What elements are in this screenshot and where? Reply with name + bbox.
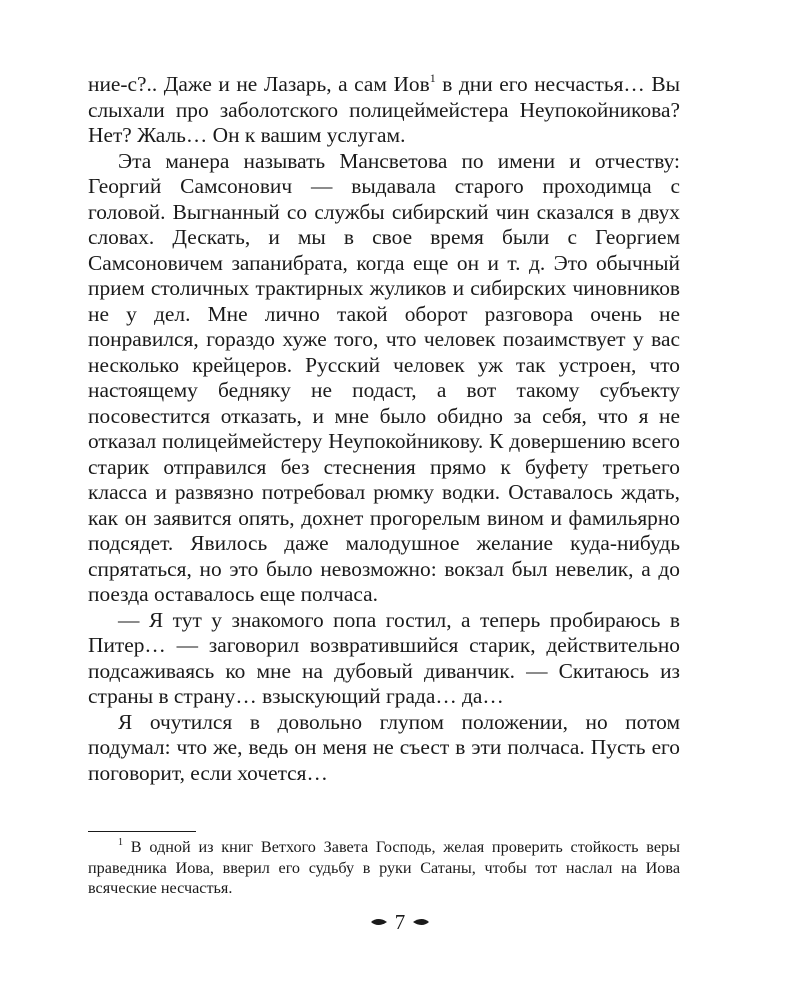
paragraph-1-text-cont: в дни его несчастья… Вы слыхали про заболотского полицеймейстера Неупокойникова? Нет? Жаль… Он к вашим услугам. xyxy=(88,72,680,147)
footnote-divider xyxy=(88,831,196,832)
footnote-text: В одной из книг Ветхого Завета Господь, желая проверить стойкость веры праведника Иова, вверил его судьбу в руки Сатаны, чтобы тот наслал на Иова всяческие несчастья. xyxy=(88,838,680,897)
leaf-ornament-right-icon xyxy=(413,917,429,927)
footnote-marker: 1 xyxy=(118,837,123,848)
page-number-group xyxy=(371,910,430,934)
paragraph-1-text: ние-с?.. Даже и не Лазарь, а сам Иов xyxy=(88,72,430,96)
page-number: 7 xyxy=(394,910,406,934)
page-body xyxy=(88,72,680,786)
page-footer xyxy=(0,908,800,934)
paragraph-4: Я очутился в довольно глупом положении, но потом подумал: что же, ведь он меня не съест в эти полчаса. Пусть его поговорит, если хочется… xyxy=(88,709,680,785)
footnote xyxy=(88,837,680,899)
paragraph-1 xyxy=(88,72,680,149)
paragraph-2: Эта манера называть Мансветова по имени и отчеству: Георгий Самсонович — выдавала старого проходимца с головой. Выгнанный со службы сибирский чин сказался в двух словах. Дескать, и мы в свое время были с Георгием Самсоновичем запанибрата, когда еще он и т. д. Это обычный прием столичных трактирных жуликов и сибирских чиновников не у дел. Мне лично такой оборот разговора очень не понравился, гораздо хуже того, что человек позаимствует у вас несколько крейцеров. Русский человек уж так устроен, что настоящему бедняку не подаст, а вот такому субъекту посовестится отказать, и мне было обидно за себя, что я не отказал полицеймейстеру Неупокойникову. К довершению всего старик отправился без стеснения прямо к буфету третьего класса и развязно потребовал рюмку водки. Оставалось ждать, как он заявится опять, дохнет прогорелым вином и фамильярно подсядет. Явилось даже малодушное желание куда-нибудь спрятаться, но это было невозможно: вокзал был невелик, а до поезда оставалось еще полчаса. xyxy=(88,148,680,606)
footnote-reference[interactable]: 1 xyxy=(429,71,436,85)
paragraph-3: — Я тут у знакомого попа гостил, а теперь пробираюсь в Питер… — заговорил возвратившийся старик, действительно подсаживаясь ко мне на дубовый диванчик. — Скитаюсь из страны в страну… взыскующий града… да… xyxy=(88,607,680,708)
leaf-ornament-left-icon xyxy=(371,917,387,927)
